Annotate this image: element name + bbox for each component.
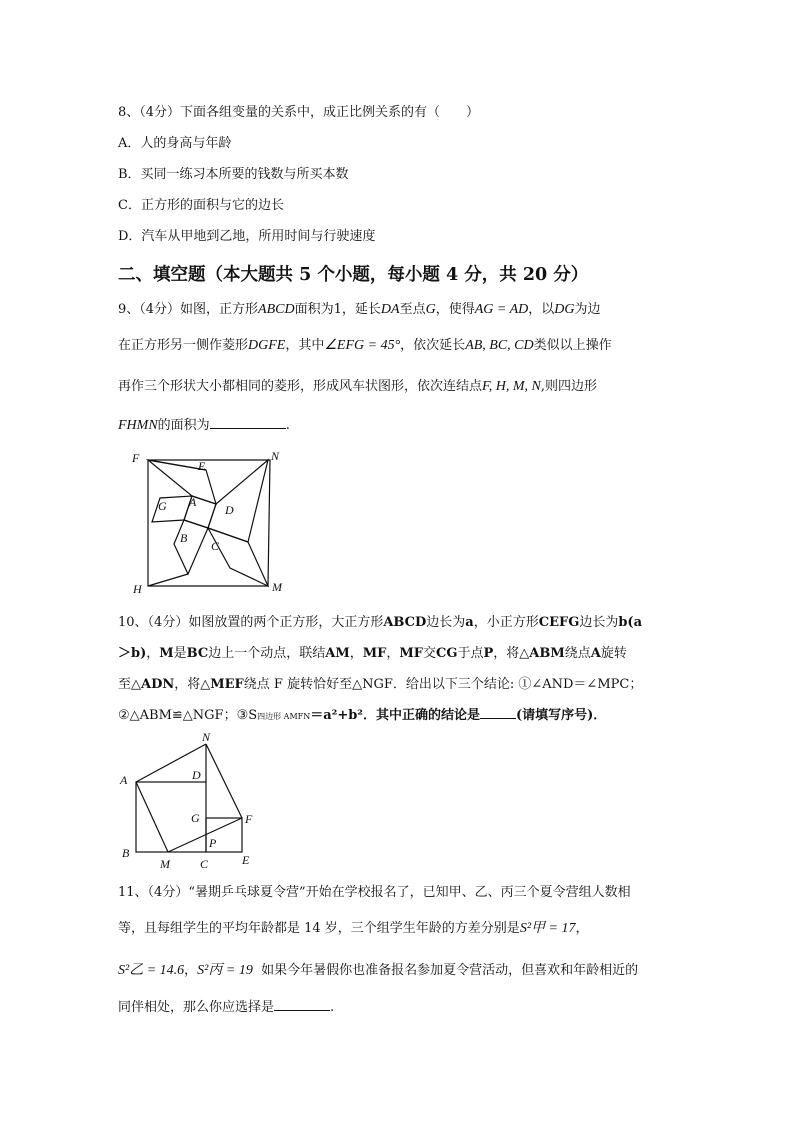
rhombus-br [208, 528, 268, 586]
q10-math: ABM [529, 646, 565, 661]
q10-text: ， [386, 646, 400, 661]
q10-text: ＝a²+b²．其中正确的结论是 [310, 708, 480, 723]
q11-text: ， [575, 921, 589, 936]
q9-math: G [425, 302, 436, 317]
q10-text: ，小正方形 [473, 615, 539, 630]
q9-text: 面积为1，延长 [294, 302, 381, 317]
q10-line-1 [118, 614, 642, 632]
rhombus-bottom [174, 520, 208, 574]
q9-text: ，使得 [435, 302, 475, 317]
segment-AM [136, 782, 168, 852]
q10-text: 交 [423, 646, 437, 661]
label-H: H [133, 582, 142, 596]
q9-math: DG [554, 302, 575, 317]
q9-text: 类似以上操作 [533, 338, 612, 353]
q10-math: AM [325, 646, 350, 661]
q10-text: 旋转 [600, 646, 627, 661]
label-D: D [192, 768, 201, 782]
q10-math: A [590, 646, 601, 661]
q9-math: AG = AD [474, 302, 529, 317]
q10-text: 至△ [118, 677, 141, 692]
q10-text: ②△ABM≌△NGF；③S [118, 708, 258, 723]
q9-math: DA [380, 302, 400, 317]
q9-math: ABCD [258, 302, 295, 317]
q11-line-1: 11、（4分）“暑期乒乓球夏令营”开始在学校报名了，已知甲、乙、丙三个夏令营组人数相 [118, 885, 631, 900]
q9-math: AB, BC, CD [465, 338, 534, 353]
label-M: M [160, 857, 170, 870]
q9-text: ，依次延长 [400, 338, 466, 353]
q10-math: ABCD [383, 615, 427, 630]
q9-line-2 [118, 337, 612, 355]
q10-text: ， [349, 646, 363, 661]
label-P: P [209, 836, 217, 850]
q9-text: 的面积为 [157, 418, 210, 433]
q10-math: MEF [210, 677, 244, 692]
label-A: A [120, 773, 128, 787]
q10-figure [116, 730, 266, 870]
segment-MF [168, 818, 242, 852]
q11-math: S²丙 = 19 [197, 963, 253, 978]
label-B: B [180, 531, 188, 545]
q8-option-b: B．买同一练习本所要的钱数与所买本数 [118, 167, 349, 182]
label-G: G [158, 499, 167, 513]
q8-option-c: C．正方形的面积与它的边长 [118, 198, 284, 213]
label-D: D [225, 503, 234, 517]
q10-text: 边上一个动点，联结 [208, 646, 326, 661]
q9-line-1 [118, 301, 601, 319]
q10-math: a [465, 615, 474, 630]
q9-text: 9、（4分）如图，正方形 [118, 302, 259, 317]
q10-line-2 [118, 645, 627, 663]
q11-text: ， [184, 963, 198, 978]
q11-math: S²乙 = 14.6 [118, 963, 185, 978]
q8-option-a: A．人的身高与年龄 [118, 136, 232, 151]
q10-text: 边长为 [579, 615, 619, 630]
label-B: B [122, 846, 130, 860]
label-M: M [272, 580, 282, 594]
q11-math: S²甲 = 17 [519, 921, 576, 936]
q10-math: M [159, 646, 174, 661]
q9-text: ，其中 [285, 338, 325, 353]
q10-math: MF [399, 646, 424, 661]
label-C: C [200, 857, 209, 870]
q10-text: ，将△ [174, 677, 211, 692]
q9-text: 再作三个形状大小都相同的菱形，形成风车状图形，依次连结点 [118, 379, 483, 394]
q9-line-3 [118, 378, 597, 396]
section-title: 二、填空题（本大题共 5 个小题，每小题 4 分，共 20 分） [118, 265, 589, 285]
q9-text: ,则四边形 [540, 379, 598, 394]
q10-text: 是 [173, 646, 187, 661]
label-C: C [211, 539, 220, 553]
q10-math: CEFG [538, 615, 580, 630]
q11-line-4 [118, 998, 334, 1017]
q10-answer-blank[interactable] [480, 706, 516, 719]
q10-line-4 [118, 706, 606, 726]
q11-line-2 [118, 920, 588, 938]
q10-text: 于点 [457, 646, 484, 661]
q9-text: 为边 [574, 302, 601, 317]
segment-NF [206, 744, 242, 818]
q10-text: 绕点 [564, 646, 591, 661]
q10-math: MF [362, 646, 387, 661]
q9-math: FHMN [118, 418, 158, 433]
q10-text: (请填写序号)． [516, 708, 607, 723]
q11-answer-blank[interactable] [274, 998, 330, 1011]
q11-line-3 [118, 962, 638, 980]
q10-math: CG [436, 646, 458, 661]
q9-figure [128, 448, 288, 596]
label-N: N [271, 449, 280, 463]
q10-text: 绕点 F 旋转恰好至△NGF．给出以下三个结论: ①∠AND＝∠MPC； [243, 677, 643, 692]
q9-math: F, H, M, N [482, 379, 541, 394]
q9-text: 至点 [399, 302, 426, 317]
q10-math: BC [186, 646, 209, 661]
q11-text: . [330, 1000, 335, 1015]
q10-math: b(a [618, 615, 643, 630]
edge [148, 574, 188, 586]
q11-text: 同伴相处，那么你应选择是 [118, 1000, 275, 1015]
label-A: A [189, 495, 197, 509]
q9-text: ，以 [528, 302, 555, 317]
q10-text: ，将△ [493, 646, 530, 661]
q10-text: 边长为 [426, 615, 466, 630]
q9-math: DGFE [248, 338, 286, 353]
q10-math: ＞b) [118, 646, 147, 661]
q10-text: ， [146, 646, 160, 661]
label-F: F [132, 451, 140, 465]
q9-line-4 [118, 416, 290, 435]
q10-math: ADN [141, 677, 175, 692]
q9-math: ∠EFG = 45° [324, 338, 401, 353]
q8-stem: 8、（4分）下面各组变量的关系中，成正比例关系的有（ ） [118, 105, 480, 120]
q10-line-3 [118, 676, 642, 694]
q8-option-d: D．汽车从甲地到乙地，所用时间与行驶速度 [118, 229, 376, 244]
rhombus-right [208, 460, 268, 542]
label-N: N [202, 730, 211, 744]
label-E: E [198, 459, 206, 473]
q10-math: P [483, 646, 494, 661]
label-G: G [191, 811, 200, 825]
q10-subscript: 四边形 AMFN [257, 712, 311, 721]
q11-text: 如果今年暑假你也准备报名参加夏令营活动，但喜欢和年龄相近的 [261, 963, 639, 978]
label-E: E [242, 853, 250, 867]
q9-answer-blank[interactable] [210, 416, 286, 429]
rhombus-top [148, 460, 216, 504]
q11-text: 等，且每组学生的平均年龄都是 14 岁，三个组学生年龄的方差分别是 [118, 921, 520, 936]
q9-text: . [285, 418, 290, 433]
q9-text: 在正方形另一侧作菱形 [118, 338, 249, 353]
label-F: F [245, 812, 253, 826]
q10-text: 10、（4分）如图放置的两个正方形，大正方形 [118, 615, 384, 630]
